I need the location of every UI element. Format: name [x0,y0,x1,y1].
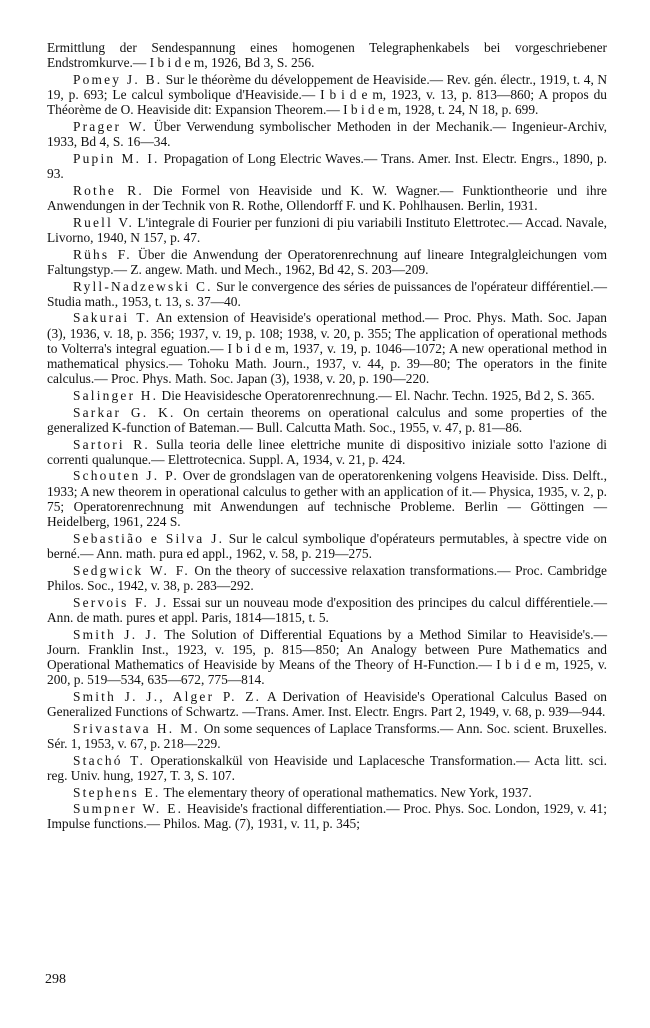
page-number: 298 [45,972,66,987]
entry-text: Propagation of Long Electric Waves.— Trans. Amer. Inst. Electr. Engrs., 1890, p. 93. [47,150,607,182]
bibliography-entry [47,721,607,751]
entry-author: Pomey J. B. [73,71,163,87]
entry-author: Sebastião e Silva J. [73,530,225,546]
entry-author: Schouten J. P. [73,468,180,484]
entry-author: Sumpner W. E. [73,801,184,817]
bibliography-entry [47,247,607,277]
entry-author: Servois F. J. [73,594,169,610]
entry-text: Over de grondslagen van de operatorenkening volgens Heaviside. Diss. Delft., 1933; A new theorem in operational calculus to gether with an application of it.— Physica, 1935, v. 2, p. 75; Operatorenrechnung mit Anwendungen auf technische Probleme. Berlin — Göttingen — Heidelberg, 1961, 224 S. [47,468,607,530]
entry-author: Sartori R. [73,436,150,452]
bibliography-entry [47,279,607,309]
entry-author: Stephens E. [73,784,161,800]
entry-author: Smith J. J. [73,626,159,642]
bibliography-entry [47,563,607,593]
entry-text: L'integrale di Fourier per funzioni di piu variabili Instituto Elettrotec.— Accad. Navale, Livorno, 1940, N 157, p. 47. [47,214,607,245]
entry-text: Über die Anwendung der Operatorenrechnung auf lineare Integralgleichungen vom Faltungstyp.— Z. angew. Math. und Mech., 1962, Bd 42, S. 203—209. [47,246,607,277]
entry-text: An extension of Heaviside's operational method.— Proc. Phys. Math. Soc. Japan (3), 1936, v. 18, p. 356; 1937, v. 19, p. 108; 1938, v. 20, p. 355; The application of operational methods to Volterra's integral eguation.— I b i d e m, 1937, v. 19, p. 1046—1072; A new operational method in mathematical physics.— Tohoku Math. Journ., 1937, v. 44, p. 39—80; The operators in the finite calculus.— Proc. Phys. Math. Soc. Japan (3), 1938, v. 20, p. 190—220. [47,310,607,387]
bibliography-entry [47,627,607,688]
entry-author: Ryll-Nadzewski C. [73,278,213,294]
bibliography-entry [47,72,607,118]
entry-text: Sur le théorème du développement de Heaviside.— Rev. gén. électr., 1919, t. 4, N 19, p. 693; Le calcul symbolique d'Heaviside.— I b i d e m, 1923, v. 13, p. 813—860; A propos du Théorème de O. Heaviside dit: Expansion Theorem.— I b i d e m, 1928, t. 24, N 18, p. 699. [47,71,607,118]
entry-text: Sur le convergence des séries de puissances de l'opérateur différentiel.— Studia math., 1953, t. 13, s. 37—40. [47,278,607,309]
entry-author: Pupin M. I. [73,150,160,166]
entry-author: Salinger H. [73,387,159,403]
bibliography-entry [47,388,607,403]
entry-text: A Derivation of Heaviside's Operational Calculus Based on Generalized Functions of Schwartz. —Trans. Amer. Inst. Electr. Engrs. Part 2, 1949, v. 68, p. 939—944. [47,688,607,720]
bibliography-entry [47,119,607,149]
bibliography-entry [47,801,607,831]
bibliography-entry [47,183,607,213]
entry-text: Heaviside's fractional differentiation.— Proc. Phys. Soc. London, 1929, v. 41; Impulse functions.— Philos. Mag. (7), 1931, v. 11, p. 345; [47,801,607,832]
entry-text: The elementary theory of operational mathematics. New York, 1937. [160,784,532,800]
bibliography-entry [47,595,607,625]
bibliography-entry [47,310,607,386]
bibliography-entry [47,437,607,467]
entry-text: The Solution of Differential Equations by a Method Similar to Heaviside's.— Journ. Franklin Inst., 1923, v. 195, p. 815—850; An Analogy between Pure Mathematics and Operational Mathematics of Heaviside by Means of the Theory of H-Function.— I b i d e m, 1925, v. 200, p. 519—534, 635—672, 775—814. [47,626,607,688]
entry-text: Operationskalkül von Heaviside und Laplacesche Transformation.— Acta litt. sci. reg. Univ. hung, 1927, T. 3, S. 107. [47,752,607,783]
bibliography-entry [47,405,607,435]
bibliography-entry [47,40,607,70]
bibliography-entry [47,531,607,561]
bibliography-entry [47,753,607,783]
entry-author: Sedgwick W. F. [73,562,190,578]
bibliography-entry [47,785,607,800]
bibliography-page [47,40,607,833]
entry-text: Ermittlung der Sendespannung eines homogenen Telegraphenkabels bei vorgeschriebener Endstromkurve.— I b i d e m, 1926, Bd 3, S. 256. [47,40,607,71]
bibliography-entry [47,468,607,529]
entry-text: Die Heavisidesche Operatorenrechnung.— El. Nachr. Techn. 1925, Bd 2, S. 365. [158,387,595,403]
entry-author: Rothe R. [73,182,144,198]
entry-text: On certain theorems on operational calculus and some properties of the generalized K-function of Bateman.— Bull. Calcutta Math. Soc., 1955, v. 47, p. 81—86. [47,404,607,435]
bibliography-entry [47,151,607,181]
entry-text: Essai sur un nouveau mode d'exposition des principes du calcul différentiele.— Ann. de math. pures et appl. Paris, 1814—1815, t. 5. [47,594,607,625]
entry-author: Sarkar G. K. [73,404,176,420]
entry-text: Sulla teoria delle linee elettriche munite di dispositivo iniziale sotto l'azione di correnti qualunque.— Elettrotecnica. Suppl. A, 1934, v. 21, p. 424. [47,436,607,467]
entry-author: Sakurai T. [73,310,152,326]
bibliography-entry [47,689,607,719]
entry-author: Srivastava H. M. [73,720,200,736]
entry-author: Ruell V. [73,214,135,230]
entry-author: Smith J. J., Alger P. Z. [73,688,262,704]
entry-text: On some sequences of Laplace Transforms.— Ann. Soc. scient. Bruxelles. Sér. 1, 1953, v. 67, p. 218—229. [47,720,607,751]
entry-text: Die Formel von Heaviside und K. W. Wagner.— Funktiontheorie und ihre Anwendungen in der Technik von R. Rothe, Ollendorff F. und K. Pohlhausen. Berlin, 1931. [47,182,607,214]
entry-author: Stachó T. [73,752,146,768]
bibliography-entry [47,215,607,245]
entry-author: Rühs F. [73,246,132,262]
entry-text: On the theory of successive relaxation transformations.— Proc. Cambridge Philos. Soc., 1942, v. 38, p. 283—292. [47,562,607,593]
entry-text: Sur le calcul symbolique d'opérateurs permutables, à spectre vide on berné.— Ann. math. pura ed appl., 1962, v. 58, p. 219—275. [47,530,607,561]
entry-text: Über Verwendung symbolischer Methoden in der Mechanik.— Ingenieur-Archiv, 1933, Bd 4, S. 16—34. [47,119,607,150]
entry-author: Prager W. [73,119,149,135]
